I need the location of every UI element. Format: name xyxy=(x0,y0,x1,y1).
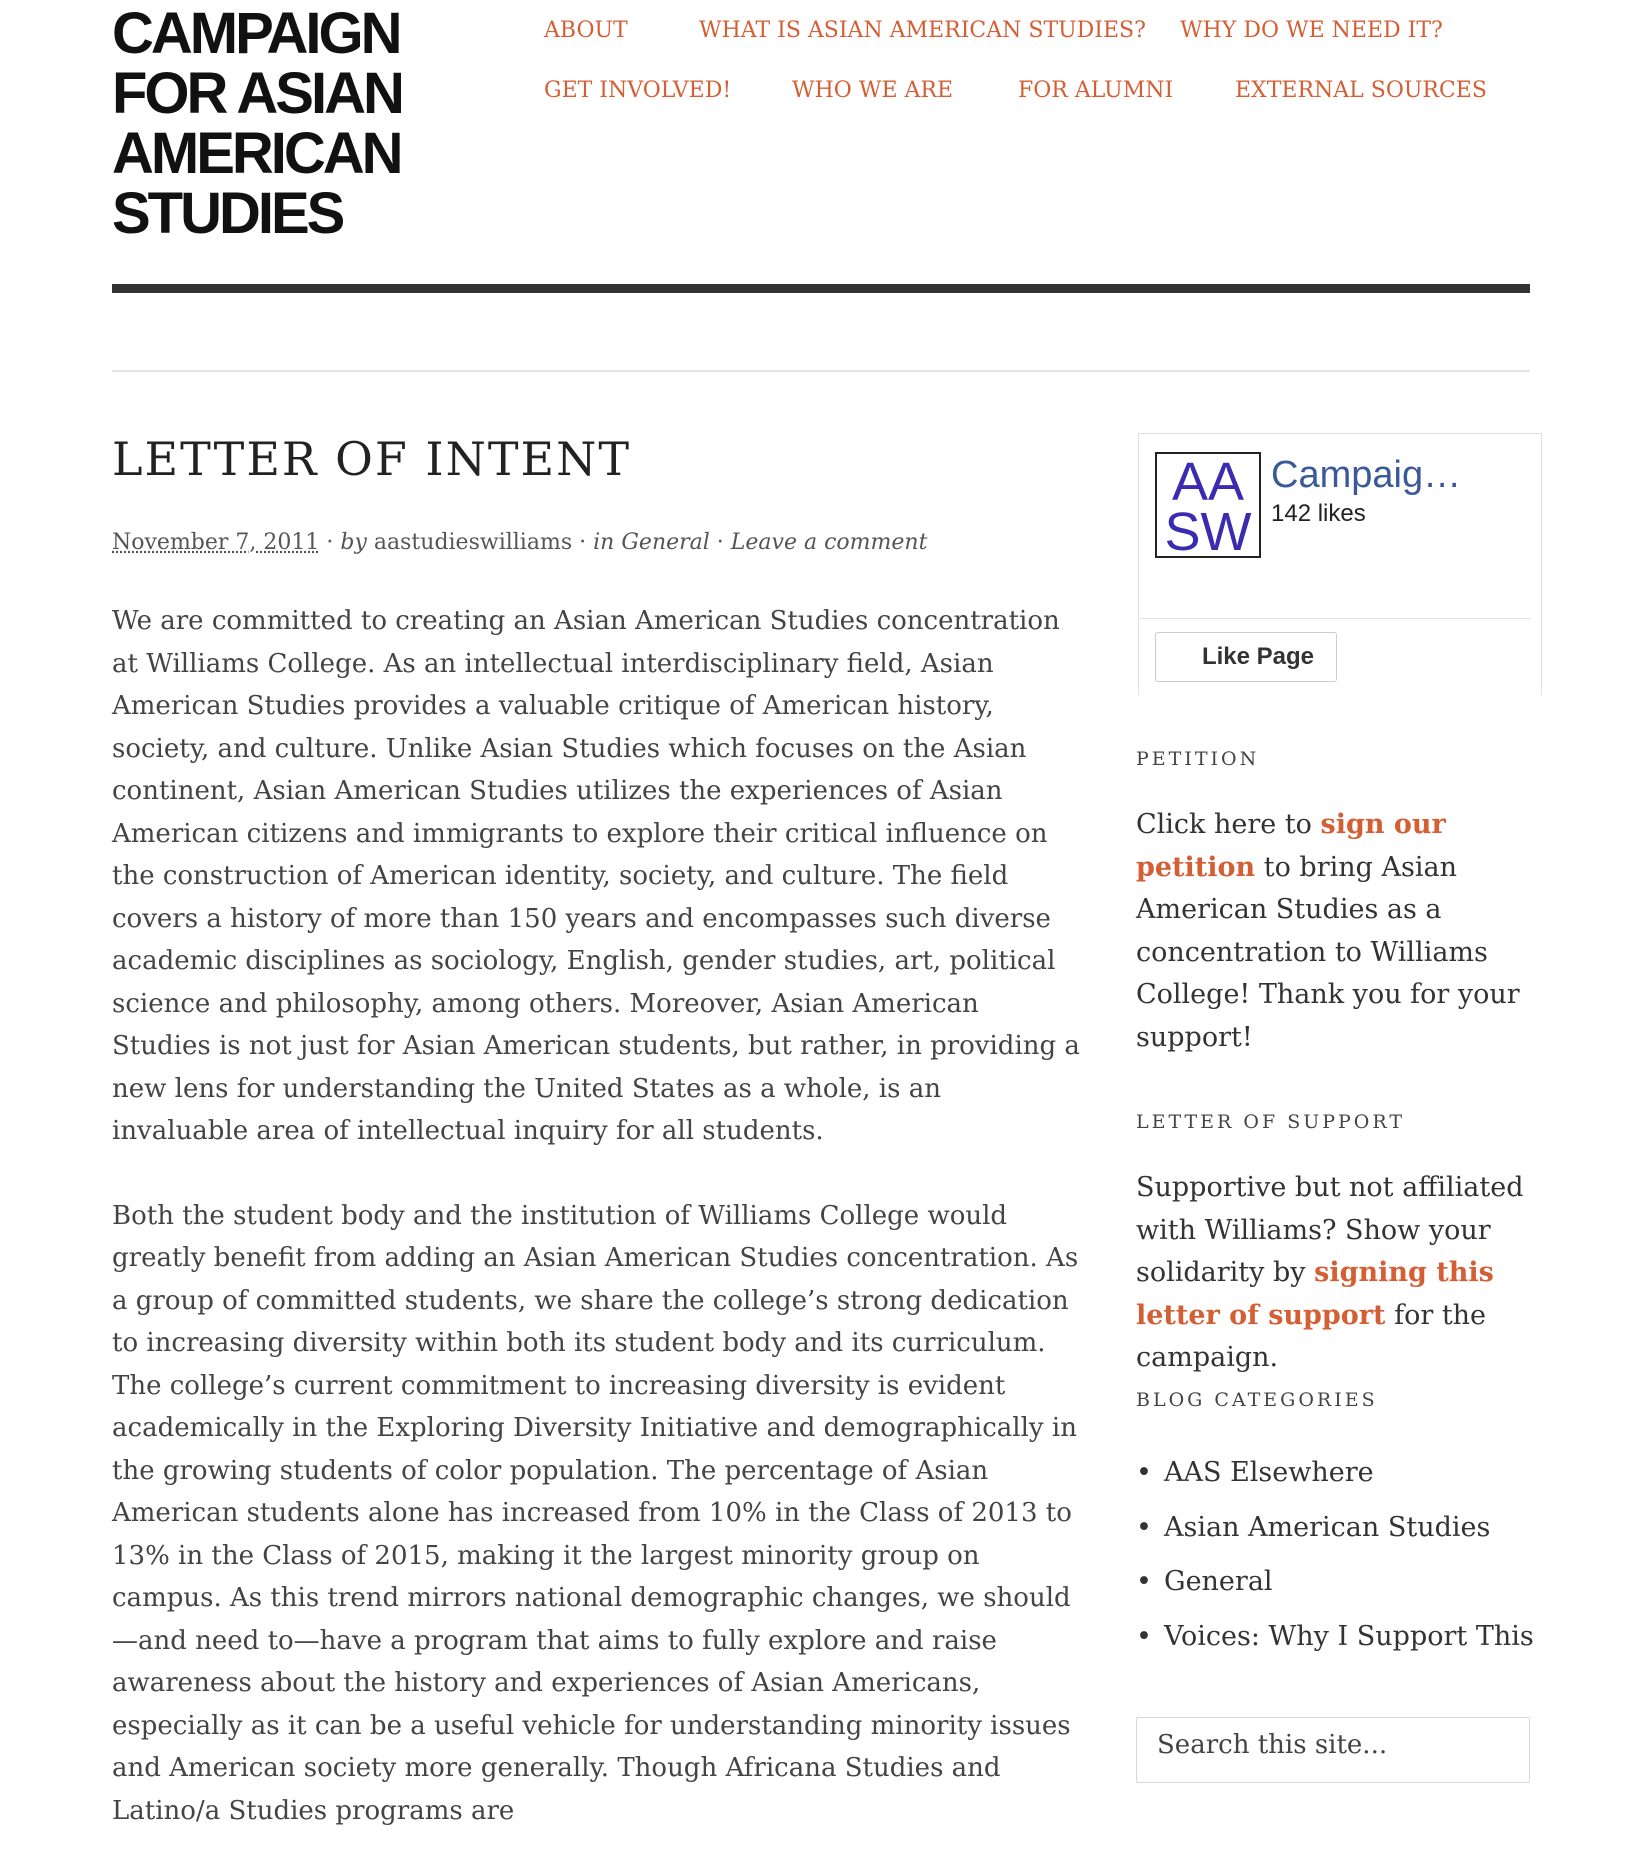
facebook-like-count: 142 likes xyxy=(1271,500,1366,527)
logo-line-1: AA xyxy=(1171,452,1245,512)
nav-link-get-involved[interactable]: GET INVOLVED! xyxy=(544,78,732,103)
in-label: in xyxy=(593,530,615,555)
facebook-divider xyxy=(1139,618,1531,619)
post-paragraph-2: Both the student body and the institution of Williams College would greatly benefit from adding an Asian American Studies concentration. As a group of committed students, we share the college’s strong dedication to increasing diversity within both its student body and its curriculum. The college’s current commitment to increasing diversity is evident academically in the Exploring Diversity Initiative and demographically in the growing students of color population. The percentage of Asian American students alone has increased from 10% in the Class of 2013 to 13% in the Class of 2015, making it the largest minority group on campus. As this trend mirrors national demographic changes, we should—and need to—have a program that aims to fully explore and raise awareness about the history and experiences of Asian Americans, especially as it can be a useful vehicle for understanding minority issues and American society more generally. Though Africana Studies and Latino/a Studies programs are xyxy=(112,1200,1079,1826)
facebook-page-name[interactable]: Campaig… xyxy=(1271,454,1462,496)
petition-text-before: Click here to xyxy=(1136,809,1321,840)
category-link[interactable]: • Asian American Studies xyxy=(1136,1507,1534,1562)
support-text-before: Supportive but not affiliated with Williams? Show your solidarity by xyxy=(1136,1172,1524,1288)
meta-separator: · xyxy=(716,530,731,555)
category-link[interactable]: • General xyxy=(1136,1561,1534,1616)
meta-separator: · xyxy=(579,530,594,555)
search-input[interactable]: Search this site... xyxy=(1136,1717,1530,1783)
nav-link-external-sources[interactable]: EXTERNAL SOURCES xyxy=(1235,78,1487,103)
letter-of-support-heading: LETTER OF SUPPORT xyxy=(1136,1111,1406,1133)
nav-link-who-we-are[interactable]: WHO WE ARE xyxy=(792,78,954,103)
by-label: by xyxy=(340,530,367,555)
site-title-line-3: AMERICAN xyxy=(112,121,401,186)
aasw-logo[interactable] xyxy=(1155,452,1261,562)
site-title[interactable] xyxy=(112,1,432,246)
post-title: LETTER OF INTENT xyxy=(112,432,632,486)
petition-heading: PETITION xyxy=(1136,748,1260,770)
content-divider xyxy=(112,370,1530,372)
post-paragraph-1: We are committed to creating an Asian American Studies concentration at Williams College. As an intellectual interdisciplinary field, Asian American Studies provides a valuable critique of American history, society, and culture. Unlike Asian Studies which focuses on the Asian continent, Asian American Studies utilizes the experiences of Asian American citizens and immigrants to explore their critical influence on the construction of American identity, society, and culture. The field covers a history of more than 150 years and encompasses such diverse academic disciplines as sociology, English, gender studies, art, political science and philosophy, among others. Moreover, Asian American Studies is not just for Asian American students, but rather, in providing a new lens for understanding the United States as a whole, is an invaluable area of intellectual inquiry for all students. xyxy=(112,606,1080,1146)
header-divider xyxy=(112,284,1530,293)
logo-line-2: SW xyxy=(1164,502,1252,562)
blog-categories-list xyxy=(1136,1452,1534,1670)
post-author[interactable]: aastudieswilliams xyxy=(373,530,573,555)
petition-text-after: to bring Asian American Studies as a concentration to Williams College! Thank you for your support! xyxy=(1136,851,1520,1053)
support-text-after: for the campaign. xyxy=(1136,1299,1487,1373)
nav-link-why-need-it[interactable]: WHY DO WE NEED IT? xyxy=(1180,18,1443,43)
nav-link-for-alumni[interactable]: FOR ALUMNI xyxy=(1018,78,1174,103)
meta-separator: · xyxy=(326,530,341,555)
post-meta xyxy=(112,530,927,555)
petition-text xyxy=(1136,804,1546,1059)
like-page-button[interactable]: Like Page xyxy=(1155,632,1337,682)
leave-comment-link[interactable]: Leave a comment xyxy=(730,530,928,555)
category-link[interactable]: • AAS Elsewhere xyxy=(1136,1452,1534,1507)
site-title-line-4: STUDIES xyxy=(112,181,343,246)
sign-letter-link[interactable]: signing this letter of support xyxy=(1136,1257,1494,1331)
post-content xyxy=(112,600,1082,1874)
post-category[interactable]: General xyxy=(621,530,710,555)
nav-link-what-is-aas[interactable]: WHAT IS ASIAN AMERICAN STUDIES? xyxy=(699,18,1146,43)
nav-link-about[interactable]: ABOUT xyxy=(544,18,628,43)
post-date[interactable]: November 7, 2011 xyxy=(112,530,320,555)
category-link[interactable]: • Voices: Why I Support This xyxy=(1136,1616,1534,1671)
sign-petition-link[interactable]: sign our petition xyxy=(1136,809,1446,883)
site-title-line-1: CAMPAIGN xyxy=(112,1,400,66)
site-title-line-2: FOR ASIAN xyxy=(112,61,402,126)
blog-categories-heading: BLOG CATEGORIES xyxy=(1136,1389,1378,1411)
facebook-page-widget xyxy=(1138,433,1542,695)
letter-of-support-text xyxy=(1136,1167,1546,1380)
